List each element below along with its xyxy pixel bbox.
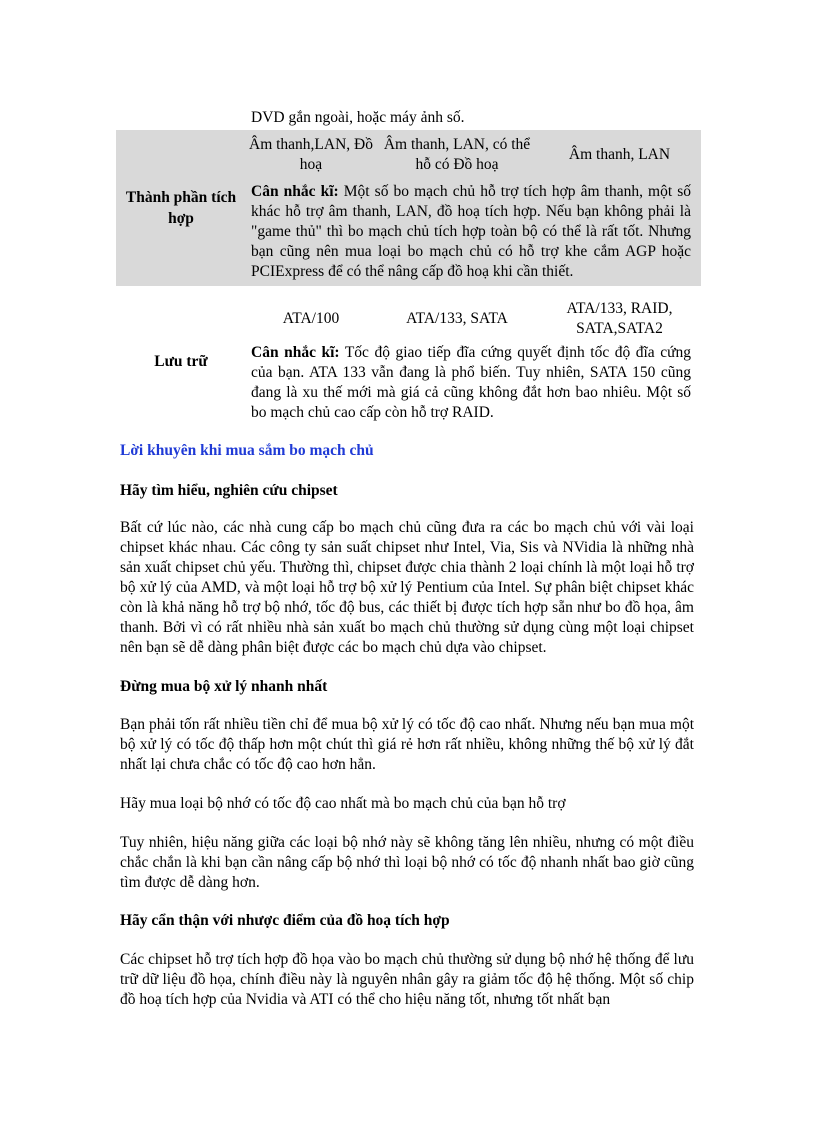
storage-note xyxy=(246,341,701,427)
memory-line: Hãy mua loại bộ nhớ có tốc độ cao nhất mà bo mạch chủ của bạn hỗ trợ xyxy=(120,795,566,812)
storage-note-label: Cân nhắc kĩ: xyxy=(251,344,340,361)
cpu-heading: Đừng mua bộ xử lý nhanh nhất xyxy=(120,678,328,695)
memory-paragraph: Tuy nhiên, hiệu năng giữa các loại bộ nhớ này sẽ không tăng lên nhiều, nhưng có một điều chắc chắn là khi bạn cần nâng cấp bộ nhớ thì loại bộ nhớ có tốc độ nhanh nhất bao giờ cũng tìm được dễ dàng hơn. xyxy=(120,834,694,891)
integrated-note-text: Một số bo mạch chủ hỗ trợ tích hợp âm thanh, một số khác hỗ trợ âm thanh, LAN, đồ hoạ tích hợp. Nếu bạn không phải là "game thủ" thì bo mạch chủ tích hợp toàn bộ có thể là rất tốt. Nhưng bạn cũng nên mua loại bo mạch chủ có hỗ trợ khe cắm AGP hoặc PCIExpress để có thể nâng cấp đồ hoạ khi cần thiết. xyxy=(251,183,692,280)
integrated-note xyxy=(246,180,701,286)
section-title: Lời khuyên khi mua sắm bo mạch chủ xyxy=(120,442,374,459)
integrated-option-3: Âm thanh, LAN xyxy=(538,130,701,180)
integrated-option-1: Âm thanh,LAN, Đồ hoạ xyxy=(246,130,376,180)
integrated-note-label: Cân nhắc kĩ: xyxy=(251,183,339,200)
storage-label: Lưu trữ xyxy=(154,353,208,370)
storage-option-1: ATA/100 xyxy=(282,309,340,327)
storage-note-text: Tốc độ giao tiếp đĩa cứng quyết định tốc độ đĩa cứng của bạn. ATA 133 vẫn đang là phổ biến. Tuy nhiên, SATA 150 cũng đang là xu thế mới mà giá cả cũng không đắt hơn bao nhiêu. Một số bo mạch chủ cao cấp còn hỗ trợ RAID. xyxy=(251,344,691,421)
table-spacer xyxy=(116,286,701,296)
graphics-paragraph: Các chipset hỗ trợ tích hợp đồ họa vào bo mạch chủ thường sử dụng bộ nhớ hệ thống để lưu trữ dữ liệu đồ họa, chính điều này là nguyên nhân gây ra giảm tốc độ hệ thống. Một số chip đồ hoạ tích hợp của Nvidia và ATI có thể cho hiệu năng tốt, nhưng tốt nhất bạn xyxy=(120,951,694,1008)
storage-options-row xyxy=(116,296,701,341)
integrated-options-row xyxy=(116,130,701,180)
spec-table xyxy=(116,130,701,427)
intro-line: DVD gắn ngoài, hoặc máy ảnh số. xyxy=(251,109,465,126)
storage-option-2: ATA/133, SATA xyxy=(406,309,508,327)
chipset-heading: Hãy tìm hiểu, nghiên cứu chipset xyxy=(120,482,338,499)
integrated-label: Thành phần tích hợp xyxy=(116,130,246,286)
graphics-heading: Hãy cẩn thận với nhược điểm của đồ hoạ tích hợp xyxy=(120,912,450,929)
chipset-paragraph: Bất cứ lúc nào, các nhà cung cấp bo mạch chủ cũng đưa ra các bo mạch chủ với vài loại chipset khác nhau. Các công ty sản suất chipset như Intel, Via, Sis và NVidia là những nhà sản xuất chipset chủ yếu. Thường thì, chipset được chia thành 2 loại chính là một loại hỗ trợ bộ xử lý của AMD, và một loại hỗ trợ bộ xử lý Pentium của Intel. Sự phân biệt chipset khác còn là khả năng hỗ trợ bộ nhớ, tốc độ bus, các thiết bị được tích hợp sẵn như bo đồ họa, âm thanh. Bởi vì có rất nhiều nhà sản xuất bo mạch chủ thường sử dụng cùng một loại chipset nên bạn sẽ dễ dàng phân biệt được các bo mạch chủ dựa vào chipset. xyxy=(120,519,694,656)
integrated-option-2: Âm thanh, LAN, có thể hỗ có Đồ hoạ xyxy=(376,130,538,180)
cpu-paragraph: Bạn phải tốn rất nhiều tiền chỉ để mua bộ xử lý có tốc độ cao nhất. Nhưng nếu bạn mua một bộ xử lý có tốc độ thấp hơn một chút thì giá rẻ hơn rất nhiều, không những thế bộ xử lý đắt nhất lại chưa chắc có tốc độ cao hơn hẳn. xyxy=(120,716,694,773)
storage-option-3: ATA/133, RAID, SATA,SATA2 xyxy=(566,299,673,337)
